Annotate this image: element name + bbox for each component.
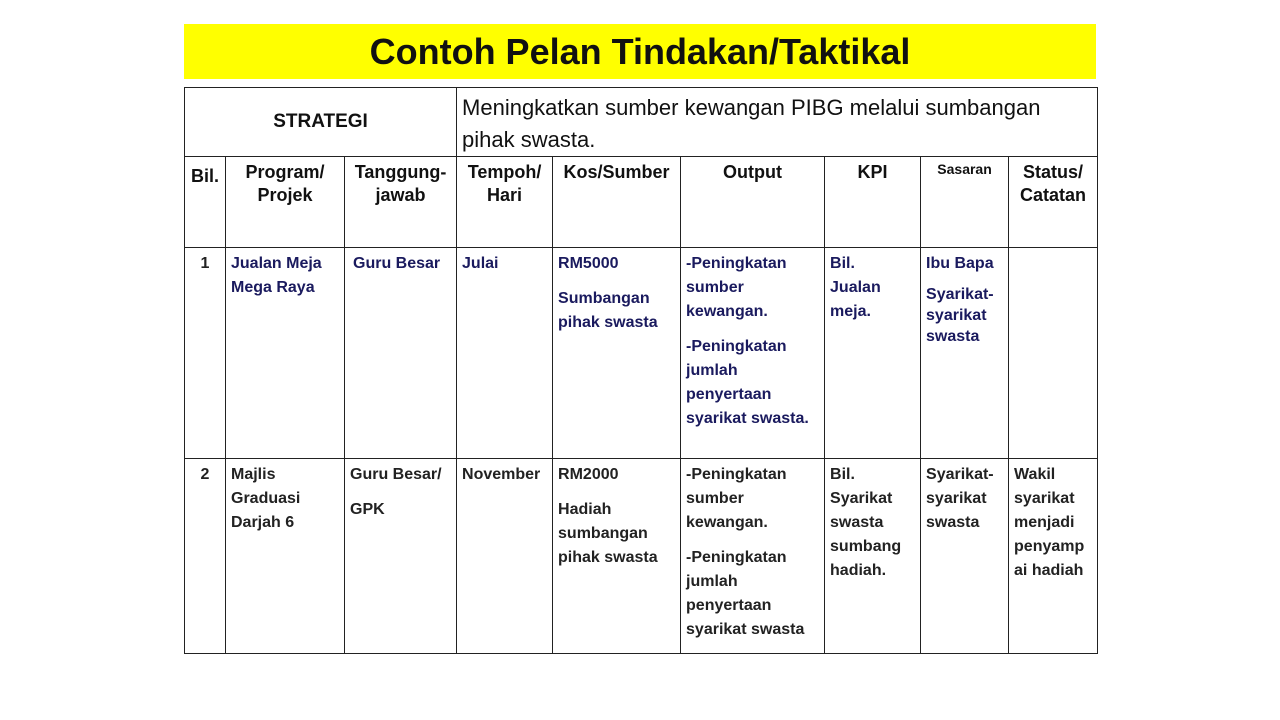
kos-amount: RM2000 (558, 466, 619, 483)
kos-amount: RM5000 (558, 255, 619, 272)
status-line: Wakil (1014, 466, 1056, 483)
kpi-line: Bil. (830, 466, 855, 483)
header-output (681, 157, 825, 248)
program-line: Majlis (231, 466, 276, 483)
kos-line: pihak swasta (558, 314, 658, 331)
status-line: penyamp (1014, 538, 1085, 555)
kos-cell (553, 459, 681, 654)
status-line: menjadi (1014, 514, 1075, 531)
output-line: kewangan. (686, 514, 768, 531)
header-tempoh-line1: Tempoh/ (467, 162, 542, 182)
output-line: sumber (686, 279, 744, 296)
tanggungjawab-line: Guru Besar (353, 255, 441, 272)
program-line: Jualan Meja (231, 255, 322, 272)
kpi-line: Jualan (830, 279, 881, 296)
header-kpi-label: KPI (857, 162, 888, 182)
sasaran-cell (921, 459, 1009, 654)
sasaran-line: Syarikat- (926, 466, 994, 483)
tempoh-cell: November (457, 459, 553, 654)
kos-line: Sumbangan (558, 290, 650, 307)
output-line: jumlah (686, 362, 738, 379)
sasaran-line: Syarikat- (926, 286, 994, 303)
output-cell (681, 248, 825, 459)
sasaran-line: swasta (926, 328, 980, 345)
sasaran-line: syarikat (926, 307, 987, 324)
sasaran-line: swasta (926, 514, 980, 531)
tanggungjawab-cell (345, 248, 457, 459)
header-bil-label: Bil. (190, 166, 219, 186)
output-cell (681, 459, 825, 654)
header-kpi (825, 157, 921, 248)
program-cell (226, 459, 345, 654)
output-line: sumber (686, 490, 744, 507)
kpi-line: Bil. (830, 255, 855, 272)
kpi-line: swasta (830, 514, 884, 531)
output-line: syarikat swasta. (686, 410, 809, 427)
table-row (185, 459, 1098, 654)
output-line: penyertaan (686, 386, 772, 403)
output-line: -Peningkatan (686, 466, 787, 483)
header-tanggung-line2: jawab (375, 185, 426, 205)
output-line: syarikat swasta (686, 621, 805, 638)
header-row (185, 157, 1098, 248)
header-sasaran-label: Sasaran (937, 161, 992, 177)
kpi-line: meja. (830, 303, 871, 320)
output-line: -Peningkatan (686, 338, 787, 355)
tanggungjawab-line: Guru Besar/ (350, 466, 442, 483)
slide-title: Contoh Pelan Tindakan/Taktikal (184, 24, 1096, 79)
table-row (185, 248, 1098, 459)
program-cell (226, 248, 345, 459)
action-plan-table (184, 87, 1098, 654)
status-line: syarikat (1014, 490, 1075, 507)
header-tempoh (457, 157, 553, 248)
kpi-cell (825, 248, 921, 459)
kos-cell (553, 248, 681, 459)
program-line: Graduasi (231, 490, 301, 507)
tempoh-cell: Julai (457, 248, 553, 459)
output-line: -Peningkatan (686, 549, 787, 566)
program-line: Darjah 6 (231, 514, 295, 531)
strategy-text: Meningkatkan sumber kewangan PIBG melalui sumbangan pihak swasta. (457, 88, 1098, 157)
strategy-row (185, 88, 1098, 157)
kos-line: pihak swasta (558, 549, 658, 566)
program-line: Mega Raya (231, 279, 315, 296)
tanggungjawab-cell (345, 459, 457, 654)
header-bil (185, 157, 226, 248)
output-line: jumlah (686, 573, 738, 590)
sasaran-cell (921, 248, 1009, 459)
header-status-line1: Status/ (1023, 162, 1084, 182)
header-status (1009, 157, 1098, 248)
output-line: -Peningkatan (686, 255, 787, 272)
status-cell (1009, 459, 1098, 654)
kpi-cell (825, 459, 921, 654)
header-tempoh-line2: Hari (487, 185, 523, 205)
header-tanggungjawab (345, 157, 457, 248)
sasaran-line: Ibu Bapa (926, 255, 994, 272)
header-sasaran (921, 157, 1009, 248)
sasaran-line: syarikat (926, 490, 987, 507)
output-line: kewangan. (686, 303, 768, 320)
header-kos-label: Kos/Sumber (563, 162, 670, 182)
kpi-line: sumbang (830, 538, 902, 555)
row-number: 2 (185, 459, 226, 654)
header-status-line2: Catatan (1020, 185, 1087, 205)
kos-line: Hadiah (558, 501, 612, 518)
status-line: ai hadiah (1014, 562, 1084, 579)
kos-line: sumbangan (558, 525, 648, 542)
kpi-line: Syarikat (830, 490, 893, 507)
tanggungjawab-line: GPK (350, 501, 385, 518)
kpi-line: hadiah. (830, 562, 887, 579)
header-output-label: Output (723, 162, 783, 182)
status-cell (1009, 248, 1098, 459)
header-kos (553, 157, 681, 248)
row-number: 1 (185, 248, 226, 459)
output-line: penyertaan (686, 597, 772, 614)
header-tanggung-line1: Tanggung- (354, 162, 447, 182)
header-program-line1: Program/ (245, 162, 325, 182)
header-program-line2: Projek (257, 185, 313, 205)
strategy-label: STRATEGI (185, 88, 457, 157)
header-program (226, 157, 345, 248)
